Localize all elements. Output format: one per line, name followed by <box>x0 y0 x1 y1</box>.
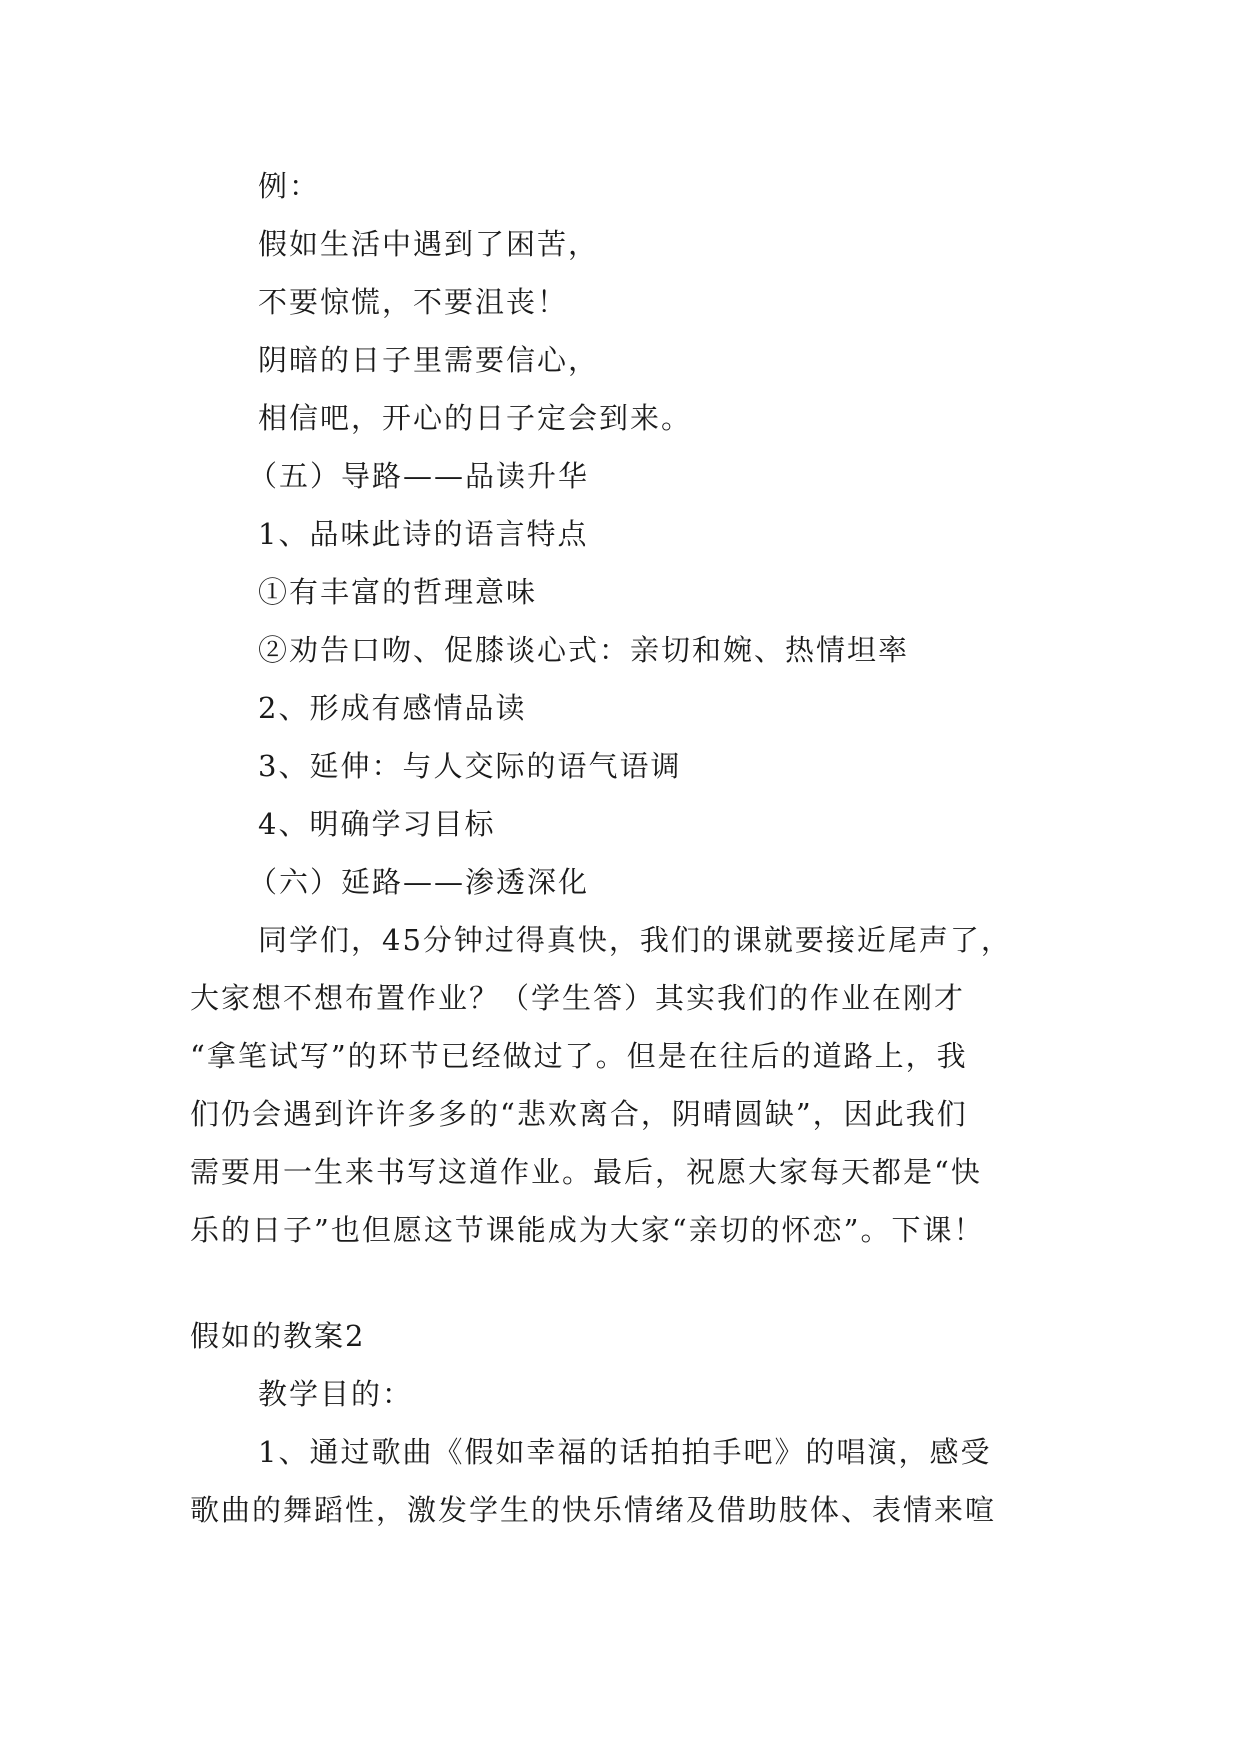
closing-paragraph-line: 需要用一生来书写这道作业。最后，祝愿大家每天都是“快 <box>190 1155 982 1189</box>
closing-paragraph-line: 大家想不想布置作业？（学生答）其实我们的作业在刚才 <box>190 981 966 1015</box>
closing-paragraph-line: 乐的日子”也但愿这节课能成为大家“亲切的怀恋”。下课！ <box>190 1213 985 1247</box>
list-item: 2、形成有感情品读 <box>258 691 527 725</box>
list-item: ②劝告口吻、促膝谈心式：亲切和婉、热情坦率 <box>258 633 910 667</box>
closing-paragraph-line: “拿笔试写”的环节已经做过了。但是在往后的道路上，我 <box>190 1039 968 1073</box>
list-item: 4、明确学习目标 <box>258 807 496 841</box>
poem-line-4: 相信吧，开心的日子定会到来。 <box>258 401 693 435</box>
section-5-title: （五）导路——品读升华 <box>248 459 590 493</box>
closing-paragraph-line: 同学们，45分钟过得真快，我们的课就要接近尾声了， <box>258 923 1012 957</box>
section-6-title: （六）延路——渗透深化 <box>248 865 590 899</box>
poem-line-2: 不要惊慌，不要沮丧！ <box>258 285 569 319</box>
poem-line-1: 假如生活中遇到了困苦， <box>258 227 600 261</box>
list-item: 3、延伸：与人交际的语气语调 <box>258 749 682 783</box>
objective-line: 歌曲的舞蹈性，激发学生的快乐情绪及借助肢体、表情来喧 <box>190 1493 997 1527</box>
poem-line-3: 阴暗的日子里需要信心， <box>258 343 600 377</box>
list-item: ①有丰富的哲理意味 <box>258 575 538 609</box>
example-label: 例： <box>258 169 321 203</box>
objectives-label: 教学目的： <box>258 1377 414 1411</box>
list-item: 1、品味此诗的语言特点 <box>258 517 589 551</box>
lesson-2-title: 假如的教案2 <box>190 1319 366 1353</box>
objective-line: 1、通过歌曲《假如幸福的话拍拍手吧》的唱演，感受 <box>258 1435 992 1469</box>
closing-paragraph-line: 们仍会遇到许许多多的“悲欢离合，阴晴圆缺”，因此我们 <box>190 1097 968 1131</box>
